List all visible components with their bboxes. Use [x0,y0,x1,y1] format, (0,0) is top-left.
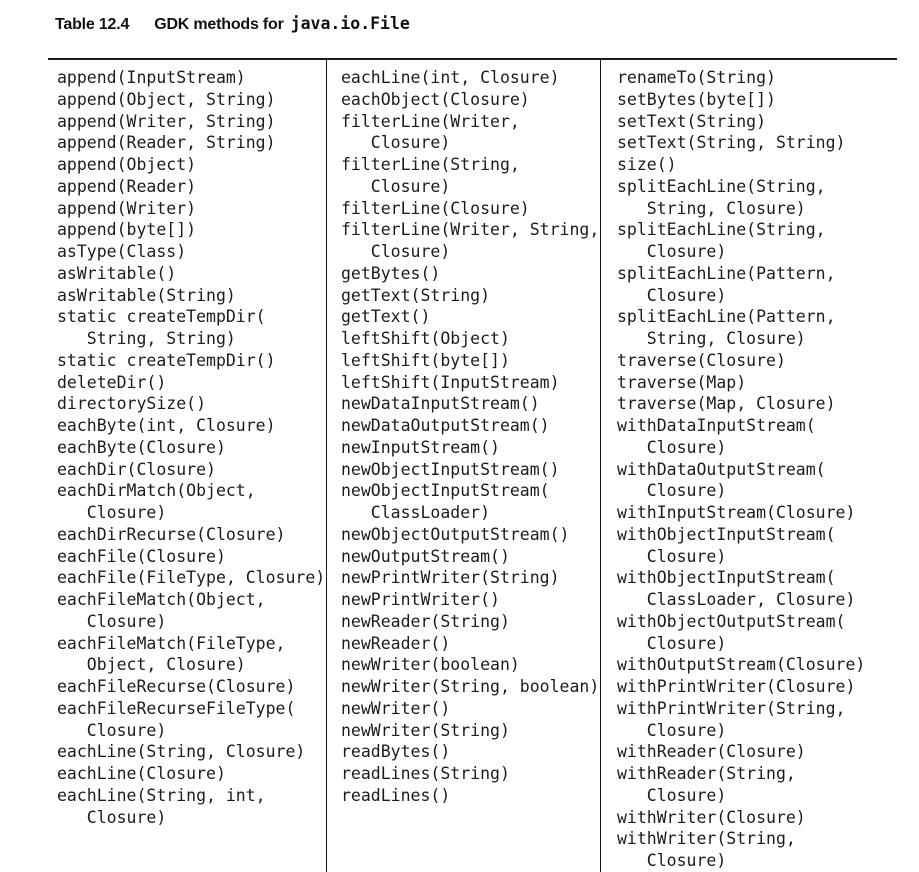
method-line: eachFileMatch(FileType, [57,633,286,653]
method-line: Closure) [57,807,167,827]
method-line: renameTo(String) [617,68,776,87]
method-line: ClassLoader) [341,503,491,522]
method-line: eachLine(int, Closure) [341,68,560,87]
method-line: readBytes() [341,742,451,762]
method-line: eachLine(String, Closure) [57,742,306,762]
method-line: newWriter(String, boolean) [341,677,600,696]
method-line: deleteDir() [57,372,167,392]
method-line: newOutputStream() [341,546,510,566]
method-line: asWritable() [57,263,177,283]
method-line: Closure) [617,851,727,870]
method-line: newPrintWriter(String) [341,568,560,588]
method-line: append(byte[]) [57,220,197,240]
method-line: withWriter(String, [617,829,796,849]
method-line: Closure) [617,633,727,653]
method-line: withPrintWriter(String, [617,698,846,718]
table-number-label: Table 12.4 [55,16,130,33]
method-line: eachByte(int, Closure) [57,416,276,435]
method-line: newReader(String) [341,611,510,631]
method-line: eachDirRecurse(Closure) [57,524,286,544]
method-line: eachLine(Closure) [57,764,226,783]
method-line: splitEachLine(String, [617,176,826,196]
method-line: Closure) [57,611,167,631]
method-line: splitEachLine(Pattern, [617,263,836,283]
method-line: size() [617,155,677,174]
method-line: eachFileRecurseFileType( [57,698,296,718]
method-line: eachLine(String, int, [57,785,266,805]
method-line: String, Closure) [617,198,806,218]
method-line: eachFile(FileType, Closure) [57,568,326,588]
method-line: append(InputStream) [57,68,246,87]
method-line: newObjectInputStream() [341,459,560,479]
method-line: eachDir(Closure) [57,459,216,479]
method-line: Closure) [617,785,727,805]
method-line: Closure) [617,720,727,740]
method-line: withWriter(Closure) [617,807,806,827]
gdk-methods-table [48,58,897,872]
method-line: setText(String, String) [617,133,846,153]
method-line: getText() [341,307,431,327]
method-line: withInputStream(Closure) [617,503,856,522]
method-line: withObjectInputStream( [617,524,836,544]
method-line: newWriter() [341,698,451,718]
method-line: getBytes() [341,263,441,283]
method-line: Closure) [341,242,451,261]
method-line: Closure) [617,242,727,261]
method-line: Closure) [341,176,451,196]
table-column-3 [601,60,897,872]
method-line: withReader(String, [617,764,796,783]
method-line: withReader(Closure) [617,742,806,762]
method-line: eachFileMatch(Object, [57,590,266,609]
method-line: ClassLoader, Closure) [617,590,856,609]
method-line: filterLine(Writer, [341,111,520,131]
method-line: asType(Class) [57,242,187,261]
method-line: splitEachLine(Pattern, [617,307,836,327]
method-line: Object, Closure) [57,655,246,675]
method-line: append(Object, String) [57,89,276,109]
method-line: readLines() [341,785,451,805]
method-line: String, String) [57,329,236,348]
method-line: withPrintWriter(Closure) [617,677,856,696]
table-caption-code: java.io.File [290,14,410,33]
method-line: append(Object) [57,155,197,174]
method-line: leftShift(InputStream) [341,372,560,392]
method-line: newWriter(boolean) [341,655,520,675]
method-line: eachObject(Closure) [341,89,530,109]
method-line: eachByte(Closure) [57,437,226,457]
method-line: setBytes(byte[]) [617,89,776,109]
method-line: newInputStream() [341,437,500,457]
method-line: eachFile(Closure) [57,546,226,566]
method-line: eachFileRecurse(Closure) [57,677,296,696]
method-line: Closure) [57,503,167,522]
method-line: append(Reader, String) [57,133,276,153]
table-column-2 [327,60,601,872]
method-line: append(Reader) [57,176,197,196]
method-line: directorySize() [57,394,207,414]
method-line: traverse(Closure) [617,350,786,370]
method-line: withOutputStream(Closure) [617,655,866,675]
method-line: splitEachLine(String, [617,220,826,240]
method-line: withDataOutputStream( [617,459,826,479]
method-line: Closure) [617,285,727,305]
method-line: String, Closure) [617,329,806,348]
method-line: newWriter(String) [341,720,510,740]
method-line: append(Writer) [57,198,197,218]
method-line: withObjectInputStream( [617,568,836,588]
method-line: newObjectOutputStream() [341,524,570,544]
method-line: static createTempDir( [57,307,266,327]
method-line: newPrintWriter() [341,590,500,609]
method-line: traverse(Map, Closure) [617,394,836,414]
table-caption-text: GDK methods for [154,16,284,33]
method-line: newDataInputStream() [341,394,540,414]
method-line: Closure) [617,481,727,501]
method-line: eachDirMatch(Object, [57,481,256,501]
table-title [55,14,410,34]
method-line: asWritable(String) [57,285,236,305]
method-line: withObjectOutputStream( [617,611,846,631]
method-line: append(Writer, String) [57,111,276,131]
method-line: readLines(String) [341,764,510,783]
method-line: leftShift(Object) [341,329,510,348]
method-line: Closure) [341,133,451,153]
method-line: setText(String) [617,111,767,131]
method-line: filterLine(Closure) [341,198,530,218]
table-column-1 [48,60,327,872]
method-line: getText(String) [341,285,491,305]
method-line: Closure) [57,720,167,740]
method-line: newDataOutputStream() [341,416,550,435]
method-line: withDataInputStream( [617,416,816,435]
method-line: Closure) [617,437,727,457]
method-line: leftShift(byte[]) [341,350,510,370]
method-line: traverse(Map) [617,372,747,392]
method-line: static createTempDir() [57,350,276,370]
method-line: newReader() [341,633,451,653]
method-line: Closure) [617,546,727,566]
method-line: newObjectInputStream( [341,481,550,501]
method-line: filterLine(String, [341,155,520,174]
method-line: filterLine(Writer, String, [341,220,600,240]
